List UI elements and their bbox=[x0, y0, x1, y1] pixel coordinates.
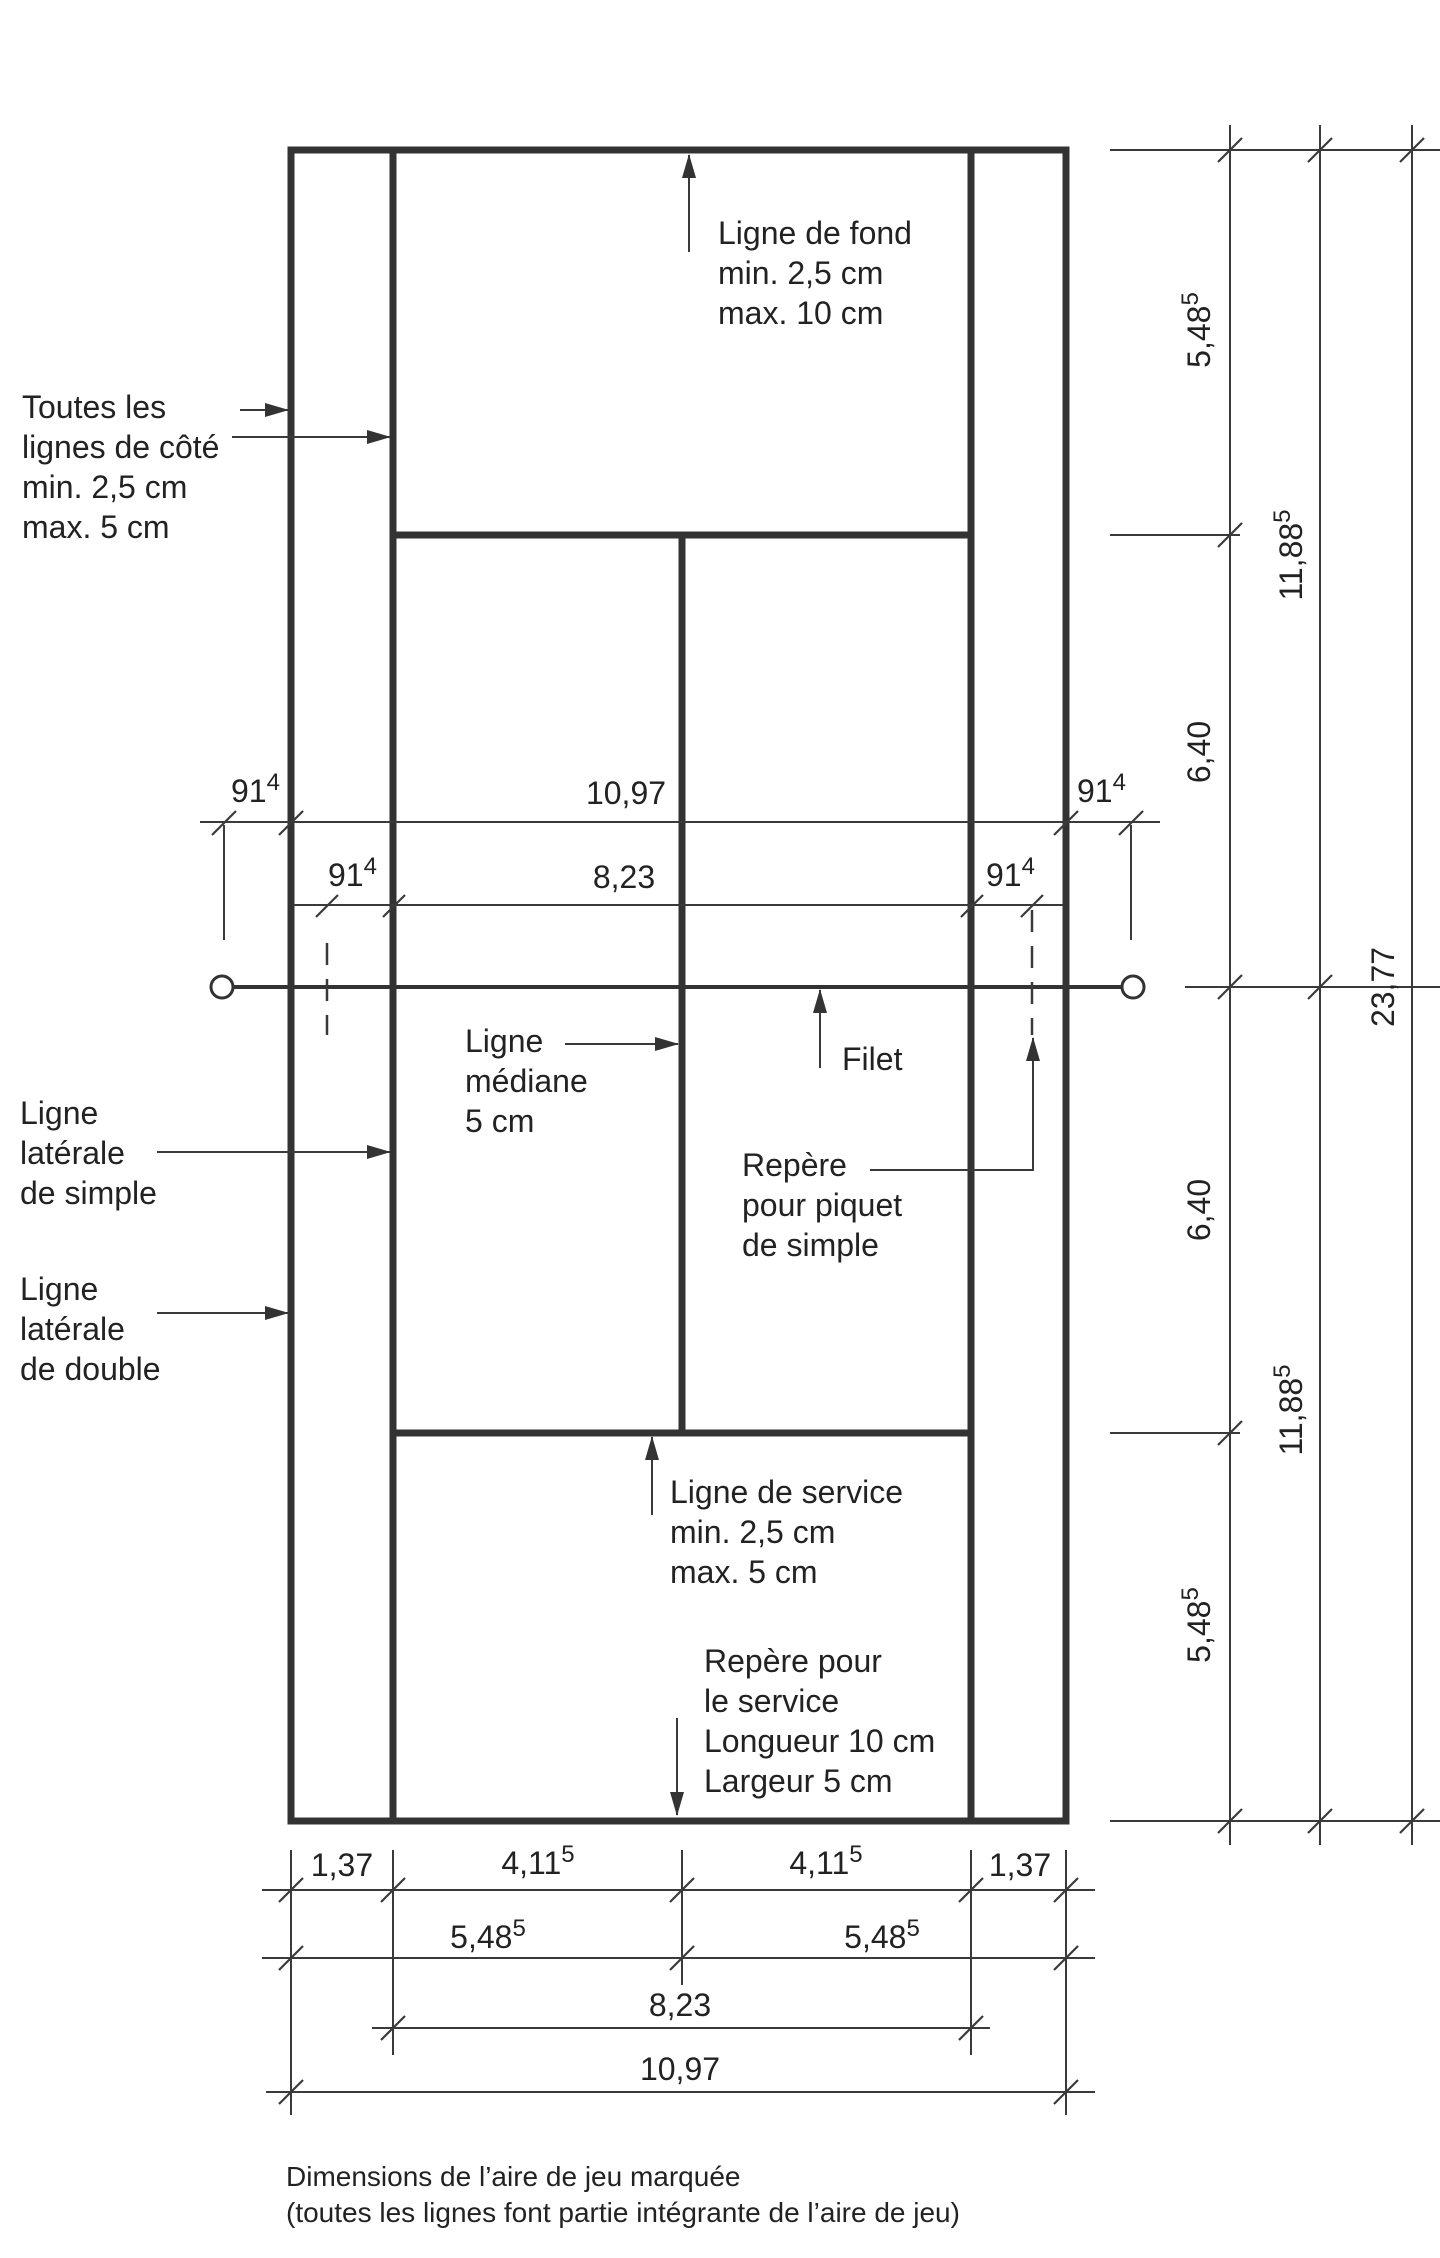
dim-bottom-doubles-width: 10,97 bbox=[639, 2051, 721, 2087]
all-sidelines-label: Toutes les lignes de côté min. 2,5 cm max. 5 cm bbox=[22, 389, 220, 545]
caption-subtitle: (toutes les lignes font partie intégrante de l’aire de jeu) bbox=[286, 2197, 960, 2228]
dim-singles-width-top: 8,23 bbox=[592, 859, 656, 895]
bottom-dimensions bbox=[262, 1841, 1095, 2115]
dim-net-post-outer-left: $91^4$ bbox=[231, 769, 280, 809]
dim-bottom-service-box-right: 4,11$^5$ bbox=[789, 1841, 863, 1881]
dim-bottom-alley-left: 1,37 bbox=[310, 1847, 374, 1883]
net-post-left bbox=[211, 976, 233, 998]
dim-right-total-length: 23,77 bbox=[1365, 946, 1401, 1028]
net-post-right bbox=[1122, 976, 1144, 998]
center-line-label: Ligne médiane 5 cm bbox=[465, 1023, 588, 1139]
dim-right-service-to-net-top: 6,40 bbox=[1181, 720, 1217, 784]
baseline-label: Ligne de fond min. 2,5 cm max. 10 cm bbox=[718, 215, 912, 331]
dim-doubles-width-top: 10,97 bbox=[585, 775, 667, 811]
net-label: Filet bbox=[842, 1041, 903, 1077]
right-dimensions bbox=[1110, 125, 1440, 1845]
dim-net-post-inner-right: $91^4$ bbox=[986, 853, 1035, 893]
dim-net-post-inner-left: $91^4$ bbox=[328, 853, 377, 893]
dim-right-net-to-service-bottom: 6,40 bbox=[1181, 1178, 1217, 1242]
dim-right-baseline-to-service-top: 5,48$^5$ bbox=[1177, 292, 1217, 368]
dim-bottom-half-width-left: 5,48$^5$ bbox=[450, 1915, 526, 1955]
dim-bottom-service-box-left: 4,11$^5$ bbox=[501, 1841, 575, 1881]
service-mark-label: Repère pour le service Longueur 10 cm Largeur 5 cm bbox=[704, 1643, 936, 1799]
singles-stick-mark-label: Repère pour piquet de simple bbox=[742, 1147, 903, 1263]
service-line-label: Ligne de service min. 2,5 cm max. 5 cm bbox=[670, 1474, 904, 1590]
caption-title: Dimensions de l’aire de jeu marquée bbox=[286, 2161, 741, 2192]
dim-right-half-court-bottom: 11,88$^5$ bbox=[1269, 1364, 1309, 1456]
dim-bottom-singles-width: 8,23 bbox=[648, 1987, 712, 2023]
doubles-sideline-label: Ligne latérale de double bbox=[20, 1271, 161, 1387]
dim-net-post-outer-right: $91^4$ bbox=[1077, 769, 1126, 809]
dim-bottom-half-width-right: 5,48$^5$ bbox=[844, 1915, 920, 1955]
dim-right-service-to-baseline-bottom: 5,48$^5$ bbox=[1177, 1587, 1217, 1663]
dim-right-half-court-top: 11,88$^5$ bbox=[1269, 509, 1309, 601]
singles-sideline-label: Ligne latérale de simple bbox=[20, 1095, 157, 1211]
dim-bottom-alley-right: 1,37 bbox=[988, 1847, 1052, 1883]
